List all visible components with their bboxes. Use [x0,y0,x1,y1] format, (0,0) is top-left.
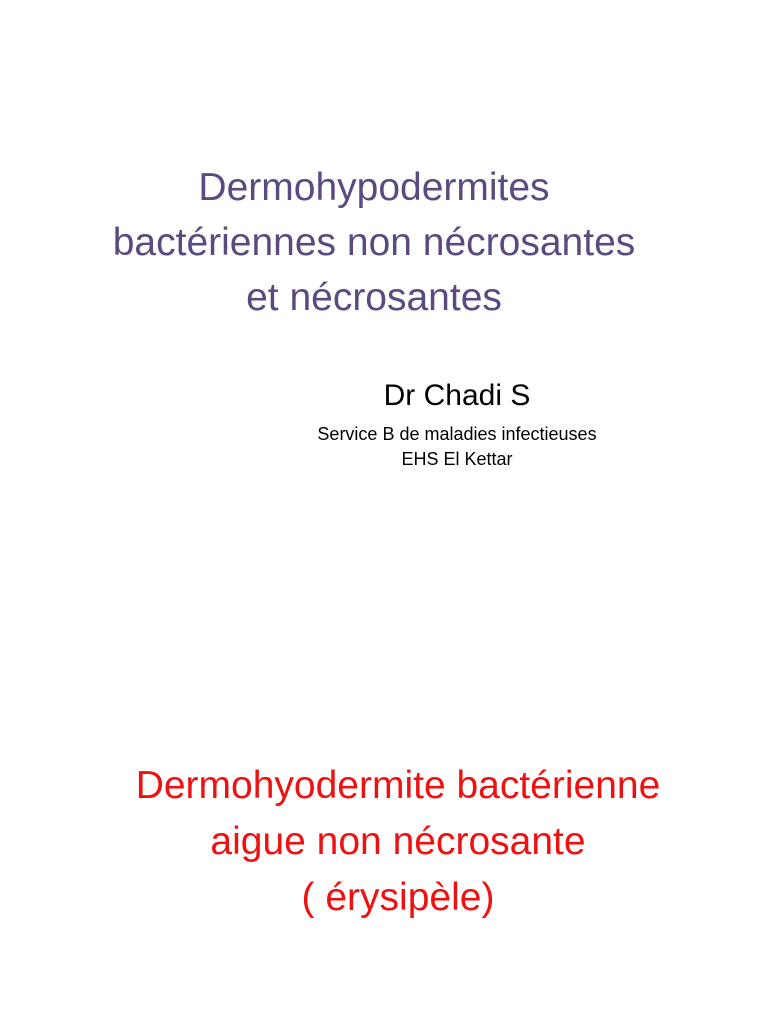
section-title [0,758,768,926]
slide-2 [0,512,768,1024]
affiliation-department: Service B de maladies infectieuses [317,424,597,444]
author-name: Dr Chadi S [383,379,531,412]
affiliation-hospital: EHS El Kettar [401,449,513,469]
title-line-2: bactériennes non nécrosantes [112,221,636,264]
presentation-title [0,160,748,325]
section-title-line-2: aigue non nécrosante [210,820,586,863]
title-line-3: et nécrosantes [246,276,502,319]
title-line-1: Dermohypodermites [198,166,550,209]
author-affiliation [232,422,682,472]
section-title-line-1: Dermohyodermite bactérienne [135,764,661,807]
section-title-line-3: ( érysipèle) [301,876,495,919]
